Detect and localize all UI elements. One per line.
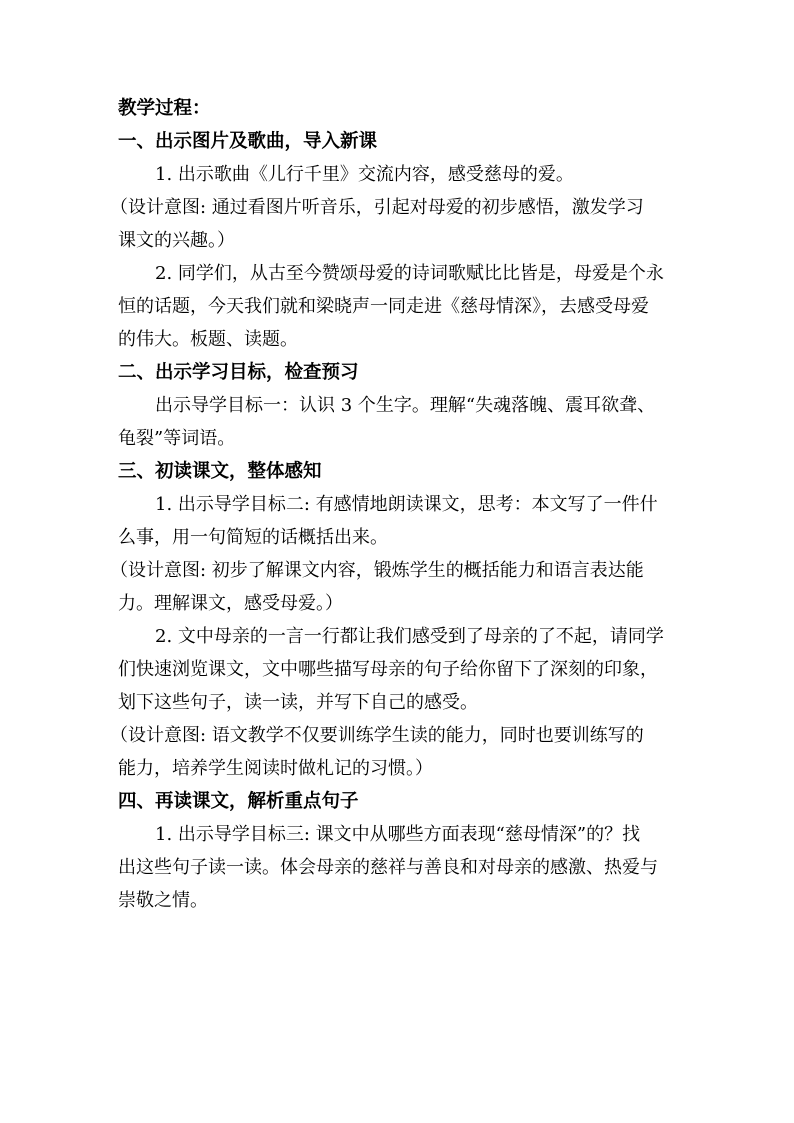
design-note-line: （设计意图: 通过看图片听音乐，引起对母爱的初步感悟，激发学习 bbox=[110, 197, 644, 218]
paragraph-line: 能力，培养学生阅读时做札记的习惯。） bbox=[118, 758, 433, 779]
paragraph-line: 们快速浏览课文，文中哪些描写母亲的句子给你留下了深刻的印象， bbox=[118, 659, 658, 680]
paragraph-line: 的伟大。板题、读题。 bbox=[118, 329, 298, 350]
section-heading-2: 二、出示学习目标，检查预习 bbox=[118, 362, 359, 383]
paragraph-line: 1. 出示导学目标三: 课文中从哪些方面表现“慈母情深”的？找 bbox=[155, 824, 641, 845]
paragraph-line: 课文的兴趣。） bbox=[118, 230, 235, 251]
design-note-line: （设计意图: 语文教学不仅要训练学生读的能力，同时也要训练写的 bbox=[110, 725, 644, 746]
document-page bbox=[110, 92, 678, 917]
paragraph-line: 么事，用一句简短的话概括出来。 bbox=[118, 527, 388, 548]
design-note-line: （设计意图: 初步了解课文内容，锻炼学生的概括能力和语言表达能 bbox=[110, 560, 644, 581]
paragraph-line: 2. 同学们，从古至今赞颂母爱的诗词歌赋比比皆是，母爱是个永 bbox=[155, 263, 664, 284]
paragraph-line: 崇敬之情。 bbox=[118, 890, 208, 911]
section-heading-1: 一、出示图片及歌曲，导入新课 bbox=[118, 131, 378, 152]
paragraph-line: 出示导学目标一：认识 3 个生字。理解“失魂落魄、震耳欲聋、 bbox=[155, 395, 656, 416]
paragraph-line: 2. 文中母亲的一言一行都让我们感受到了母亲的了不起，请同学 bbox=[155, 626, 664, 647]
paragraph-line: 出这些句子读一读。体会母亲的慈祥与善良和对母亲的感激、热爱与 bbox=[118, 857, 658, 878]
paragraph-line: 恒的话题，今天我们就和梁晓声一同走进《慈母情深》，去感受母爱 bbox=[118, 296, 649, 317]
paragraph-line: 1. 出示导学目标二: 有感情地朗读课文，思考：本文写了一件什 bbox=[155, 494, 658, 515]
paragraph-line: 1. 出示歌曲《儿行千里》交流内容，感受慈母的爱。 bbox=[155, 164, 574, 185]
section-label: 教学过程： bbox=[118, 98, 211, 119]
section-heading-3: 三、初读课文，整体感知 bbox=[118, 461, 322, 482]
paragraph-line: 划下这些句子，读一读，并写下自己的感受。 bbox=[118, 692, 478, 713]
section-heading-4: 四、再读课文，解析重点句子 bbox=[118, 791, 359, 812]
paragraph-line: 力。理解课文，感受母爱。） bbox=[118, 593, 343, 614]
paragraph-line: 龟裂”等词语。 bbox=[118, 428, 236, 449]
